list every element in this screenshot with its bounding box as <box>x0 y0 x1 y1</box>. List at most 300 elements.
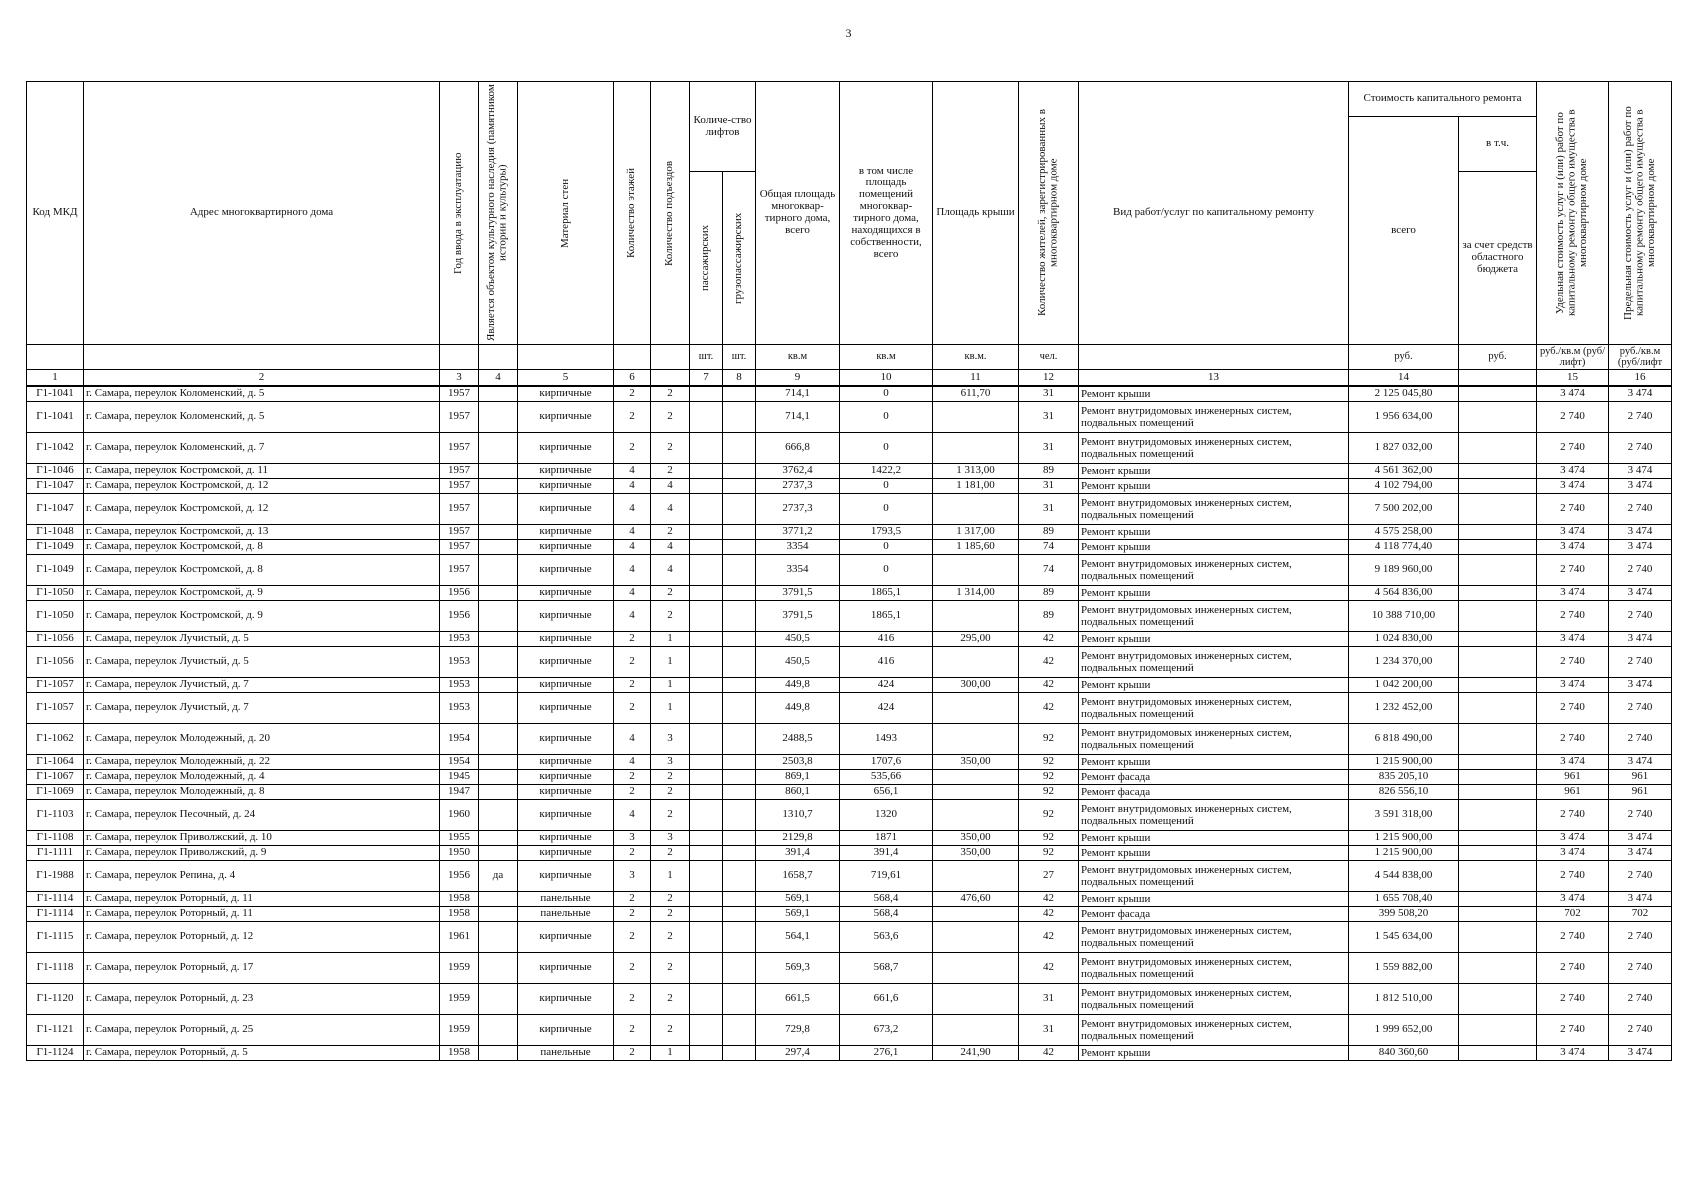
cell-unit-cost: 2 740 <box>1537 555 1609 586</box>
cell-total-area: 449,8 <box>756 678 840 693</box>
cell-walls: кирпичные <box>518 402 614 433</box>
cell-roof-area <box>933 770 1019 785</box>
cell-cost-regional <box>1459 892 1537 907</box>
cell-walls: кирпичные <box>518 846 614 861</box>
cell-heritage <box>479 494 518 525</box>
cell-owned-area: 1422,2 <box>840 464 933 479</box>
cell-lifts-freight <box>723 984 756 1015</box>
table-row <box>27 755 1672 770</box>
unit-walls <box>518 345 614 370</box>
cell-roof-area <box>933 724 1019 755</box>
cell-cost-total: 1 655 708,40 <box>1349 892 1459 907</box>
cell-max-cost: 2 740 <box>1609 555 1672 586</box>
cell-entrances: 3 <box>651 831 690 846</box>
cell-entrances: 1 <box>651 678 690 693</box>
cell-lifts-passenger <box>690 846 723 861</box>
cell-roof-area: 295,00 <box>933 632 1019 647</box>
cell-entrances: 4 <box>651 540 690 555</box>
cell-max-cost: 3 474 <box>1609 464 1672 479</box>
cell-owned-area: 1865,1 <box>840 601 933 632</box>
column-index: 2 <box>84 370 440 387</box>
cell-cost-total: 4 118 774,40 <box>1349 540 1459 555</box>
cell-residents: 31 <box>1019 386 1079 402</box>
table-row <box>27 586 1672 601</box>
cell-work-type: Ремонт внутридомовых инженерных систем, подвальных помещений <box>1079 861 1349 892</box>
cell-heritage <box>479 907 518 922</box>
cell-floors: 3 <box>614 831 651 846</box>
cell-work-type: Ремонт внутридомовых инженерных систем, подвальных помещений <box>1079 1015 1349 1046</box>
cell-floors: 2 <box>614 1046 651 1061</box>
cell-residents: 42 <box>1019 892 1079 907</box>
cell-lifts-freight <box>723 647 756 678</box>
cell-floors: 2 <box>614 386 651 402</box>
column-index: 6 <box>614 370 651 387</box>
cell-heritage <box>479 800 518 831</box>
cell-lifts-freight <box>723 1015 756 1046</box>
cell-year: 1958 <box>440 892 479 907</box>
unit-max-cost: руб./кв.м (руб/лифт <box>1609 345 1672 370</box>
column-index: 8 <box>723 370 756 387</box>
table-row <box>27 785 1672 800</box>
cell-code: Г1-1048 <box>27 525 84 540</box>
cell-address: г. Самара, переулок Костромской, д. 9 <box>84 586 440 601</box>
cell-lifts-freight <box>723 861 756 892</box>
cell-owned-area: 535,66 <box>840 770 933 785</box>
cell-unit-cost: 2 740 <box>1537 984 1609 1015</box>
cell-year: 1958 <box>440 907 479 922</box>
cell-lifts-freight <box>723 755 756 770</box>
cell-floors: 2 <box>614 922 651 953</box>
cell-year: 1957 <box>440 494 479 525</box>
cell-address: г. Самара, переулок Лучистый, д. 7 <box>84 678 440 693</box>
cell-unit-cost: 3 474 <box>1537 678 1609 693</box>
cell-roof-area <box>933 800 1019 831</box>
cell-lifts-passenger <box>690 1015 723 1046</box>
cell-entrances: 2 <box>651 601 690 632</box>
column-index: 11 <box>933 370 1019 387</box>
cell-work-type: Ремонт фасада <box>1079 770 1349 785</box>
cell-total-area: 2129,8 <box>756 831 840 846</box>
cell-cost-total: 826 556,10 <box>1349 785 1459 800</box>
cell-entrances: 2 <box>651 464 690 479</box>
cell-owned-area: 0 <box>840 540 933 555</box>
cell-work-type: Ремонт внутридомовых инженерных систем, подвальных помещений <box>1079 724 1349 755</box>
cell-address: г. Самара, переулок Костромской, д. 12 <box>84 479 440 494</box>
cell-entrances: 2 <box>651 402 690 433</box>
cell-floors: 2 <box>614 770 651 785</box>
cell-total-area: 3354 <box>756 540 840 555</box>
cell-lifts-passenger <box>690 785 723 800</box>
column-index <box>1459 370 1537 387</box>
unit-roof-area: кв.м. <box>933 345 1019 370</box>
cell-work-type: Ремонт внутридомовых инженерных систем, подвальных помещений <box>1079 953 1349 984</box>
cell-entrances: 2 <box>651 386 690 402</box>
cell-total-area: 3762,4 <box>756 464 840 479</box>
cell-walls: кирпичные <box>518 984 614 1015</box>
header-year: Год ввода в эксплуатацию <box>440 82 479 345</box>
cell-roof-area <box>933 922 1019 953</box>
cell-unit-cost: 3 474 <box>1537 479 1609 494</box>
cell-cost-regional <box>1459 770 1537 785</box>
cell-heritage <box>479 785 518 800</box>
cell-code: Г1-1124 <box>27 1046 84 1061</box>
cell-address: г. Самара, переулок Репина, д. 4 <box>84 861 440 892</box>
cell-floors: 4 <box>614 601 651 632</box>
cell-year: 1957 <box>440 386 479 402</box>
cell-owned-area: 719,61 <box>840 861 933 892</box>
cell-walls: панельные <box>518 1046 614 1061</box>
cell-lifts-passenger <box>690 433 723 464</box>
cell-owned-area: 276,1 <box>840 1046 933 1061</box>
cell-code: Г1-1062 <box>27 724 84 755</box>
cell-lifts-freight <box>723 494 756 525</box>
cell-owned-area: 424 <box>840 693 933 724</box>
cell-address: г. Самара, переулок Лучистый, д. 5 <box>84 632 440 647</box>
cell-year: 1947 <box>440 785 479 800</box>
cell-lifts-freight <box>723 785 756 800</box>
cell-roof-area <box>933 402 1019 433</box>
cell-entrances: 3 <box>651 724 690 755</box>
cell-heritage <box>479 953 518 984</box>
cell-cost-regional <box>1459 907 1537 922</box>
cell-max-cost: 2 740 <box>1609 724 1672 755</box>
cell-total-area: 3791,5 <box>756 586 840 601</box>
cell-heritage <box>479 464 518 479</box>
header-cost-incl: в т.ч. <box>1459 117 1537 172</box>
cell-lifts-passenger <box>690 632 723 647</box>
cell-walls: кирпичные <box>518 861 614 892</box>
header-work-type: Вид работ/услуг по капитальному ремонту <box>1079 82 1349 345</box>
header-max-cost: Предельная стоимость услуг и (или) работ по капитальному ремонту общего имущества в многоквартирном доме <box>1609 82 1672 345</box>
cell-lifts-freight <box>723 479 756 494</box>
cell-total-area: 449,8 <box>756 693 840 724</box>
cell-code: Г1-1057 <box>27 678 84 693</box>
cell-lifts-freight <box>723 525 756 540</box>
cell-unit-cost: 3 474 <box>1537 831 1609 846</box>
table-row <box>27 831 1672 846</box>
cell-total-area: 2737,3 <box>756 494 840 525</box>
cell-unit-cost: 3 474 <box>1537 586 1609 601</box>
cell-lifts-passenger <box>690 755 723 770</box>
cell-year: 1957 <box>440 464 479 479</box>
cell-walls: кирпичные <box>518 678 614 693</box>
cell-residents: 42 <box>1019 907 1079 922</box>
cell-cost-regional <box>1459 800 1537 831</box>
cell-cost-total: 1 999 652,00 <box>1349 1015 1459 1046</box>
cell-cost-regional <box>1459 922 1537 953</box>
cell-lifts-passenger <box>690 922 723 953</box>
cell-unit-cost: 3 474 <box>1537 755 1609 770</box>
table-row <box>27 678 1672 693</box>
cell-total-area: 2503,8 <box>756 755 840 770</box>
cell-work-type: Ремонт внутридомовых инженерных систем, подвальных помещений <box>1079 693 1349 724</box>
cell-residents: 31 <box>1019 984 1079 1015</box>
cell-total-area: 3791,5 <box>756 601 840 632</box>
cell-cost-total: 1 215 900,00 <box>1349 831 1459 846</box>
column-index: 16 <box>1609 370 1672 387</box>
cell-heritage <box>479 386 518 402</box>
unit-owned-area: кв.м <box>840 345 933 370</box>
cell-address: г. Самара, переулок Молодежный, д. 22 <box>84 755 440 770</box>
cell-heritage <box>479 632 518 647</box>
table-row <box>27 540 1672 555</box>
column-index: 7 <box>690 370 723 387</box>
cell-entrances: 3 <box>651 755 690 770</box>
cell-owned-area: 1320 <box>840 800 933 831</box>
cell-address: г. Самара, переулок Молодежный, д. 4 <box>84 770 440 785</box>
cell-walls: кирпичные <box>518 386 614 402</box>
cell-max-cost: 702 <box>1609 907 1672 922</box>
table-body <box>27 386 1672 1061</box>
cell-roof-area: 611,70 <box>933 386 1019 402</box>
cell-work-type: Ремонт крыши <box>1079 1046 1349 1061</box>
unit-entrances <box>651 345 690 370</box>
cell-entrances: 4 <box>651 555 690 586</box>
cell-total-area: 661,5 <box>756 984 840 1015</box>
cell-total-area: 564,1 <box>756 922 840 953</box>
cell-code: Г1-1108 <box>27 831 84 846</box>
unit-address <box>84 345 440 370</box>
table-row <box>27 1015 1672 1046</box>
cell-walls: кирпичные <box>518 770 614 785</box>
cell-lifts-passenger <box>690 494 723 525</box>
cell-heritage <box>479 402 518 433</box>
column-index: 4 <box>479 370 518 387</box>
table-row <box>27 693 1672 724</box>
header-roof-area: Площадь крыши <box>933 82 1019 345</box>
cell-year: 1960 <box>440 800 479 831</box>
header-code: Код МКД <box>27 82 84 345</box>
cell-lifts-freight <box>723 464 756 479</box>
cell-address: г. Самара, переулок Песочный, д. 24 <box>84 800 440 831</box>
cell-owned-area: 0 <box>840 386 933 402</box>
cell-residents: 31 <box>1019 1015 1079 1046</box>
cell-max-cost: 3 474 <box>1609 479 1672 494</box>
cell-year: 1953 <box>440 693 479 724</box>
table-row <box>27 647 1672 678</box>
cell-roof-area <box>933 601 1019 632</box>
cell-code: Г1-1064 <box>27 755 84 770</box>
table-row <box>27 953 1672 984</box>
cell-roof-area: 241,90 <box>933 1046 1019 1061</box>
cell-residents: 89 <box>1019 601 1079 632</box>
cell-address: г. Самара, переулок Роторный, д. 25 <box>84 1015 440 1046</box>
cell-unit-cost: 2 740 <box>1537 693 1609 724</box>
cell-owned-area: 0 <box>840 402 933 433</box>
cell-owned-area: 1493 <box>840 724 933 755</box>
cell-heritage <box>479 479 518 494</box>
table-row <box>27 632 1672 647</box>
cell-walls: кирпичные <box>518 647 614 678</box>
cell-cost-total: 4 575 258,00 <box>1349 525 1459 540</box>
cell-floors: 4 <box>614 494 651 525</box>
cell-unit-cost: 961 <box>1537 770 1609 785</box>
cell-floors: 4 <box>614 755 651 770</box>
cell-year: 1956 <box>440 601 479 632</box>
cell-entrances: 1 <box>651 632 690 647</box>
cell-floors: 2 <box>614 678 651 693</box>
cell-cost-total: 10 388 710,00 <box>1349 601 1459 632</box>
cell-heritage <box>479 724 518 755</box>
cell-lifts-freight <box>723 540 756 555</box>
cell-lifts-passenger <box>690 861 723 892</box>
cell-residents: 89 <box>1019 525 1079 540</box>
cell-residents: 42 <box>1019 693 1079 724</box>
column-index: 13 <box>1079 370 1349 387</box>
cell-year: 1959 <box>440 953 479 984</box>
cell-address: г. Самара, переулок Коломенский, д. 7 <box>84 433 440 464</box>
cell-cost-regional <box>1459 785 1537 800</box>
cell-cost-total: 1 234 370,00 <box>1349 647 1459 678</box>
cell-lifts-freight <box>723 800 756 831</box>
cell-work-type: Ремонт фасада <box>1079 907 1349 922</box>
header-entrances: Количество подъездов <box>651 82 690 345</box>
cell-work-type: Ремонт крыши <box>1079 540 1349 555</box>
cell-owned-area: 1793,5 <box>840 525 933 540</box>
cell-cost-regional <box>1459 464 1537 479</box>
cell-cost-total: 1 956 634,00 <box>1349 402 1459 433</box>
cell-address: г. Самара, переулок Роторный, д. 11 <box>84 892 440 907</box>
table-row <box>27 479 1672 494</box>
cell-entrances: 1 <box>651 1046 690 1061</box>
cell-total-area: 391,4 <box>756 846 840 861</box>
cell-residents: 92 <box>1019 755 1079 770</box>
cell-work-type: Ремонт крыши <box>1079 892 1349 907</box>
cell-floors: 4 <box>614 479 651 494</box>
cell-work-type: Ремонт внутридомовых инженерных систем, подвальных помещений <box>1079 800 1349 831</box>
cell-heritage <box>479 922 518 953</box>
cell-cost-total: 4 102 794,00 <box>1349 479 1459 494</box>
cell-unit-cost: 3 474 <box>1537 1046 1609 1061</box>
cell-work-type: Ремонт крыши <box>1079 846 1349 861</box>
cell-unit-cost: 2 740 <box>1537 1015 1609 1046</box>
cell-residents: 42 <box>1019 647 1079 678</box>
cell-entrances: 2 <box>651 984 690 1015</box>
column-index: 14 <box>1349 370 1459 387</box>
cell-floors: 2 <box>614 907 651 922</box>
cell-max-cost: 2 740 <box>1609 1015 1672 1046</box>
cell-roof-area: 350,00 <box>933 846 1019 861</box>
cell-cost-regional <box>1459 433 1537 464</box>
cell-lifts-passenger <box>690 386 723 402</box>
table-row <box>27 984 1672 1015</box>
cell-max-cost: 3 474 <box>1609 1046 1672 1061</box>
table-row <box>27 922 1672 953</box>
cell-unit-cost: 2 740 <box>1537 953 1609 984</box>
cell-cost-total: 1 215 900,00 <box>1349 846 1459 861</box>
cell-floors: 4 <box>614 586 651 601</box>
cell-floors: 2 <box>614 785 651 800</box>
cell-owned-area: 424 <box>840 678 933 693</box>
cell-max-cost: 3 474 <box>1609 831 1672 846</box>
cell-total-area: 869,1 <box>756 770 840 785</box>
cell-lifts-freight <box>723 907 756 922</box>
table-header <box>27 82 1672 387</box>
header-address: Адрес многоквартирного дома <box>84 82 440 345</box>
cell-address: г. Самара, переулок Костромской, д. 13 <box>84 525 440 540</box>
cell-cost-regional <box>1459 1015 1537 1046</box>
cell-code: Г1-1114 <box>27 892 84 907</box>
cell-max-cost: 2 740 <box>1609 494 1672 525</box>
cell-heritage <box>479 540 518 555</box>
cell-code: Г1-1046 <box>27 464 84 479</box>
cell-unit-cost: 2 740 <box>1537 647 1609 678</box>
cell-lifts-passenger <box>690 678 723 693</box>
cell-max-cost: 2 740 <box>1609 922 1672 953</box>
cell-total-area: 569,3 <box>756 953 840 984</box>
cell-total-area: 714,1 <box>756 402 840 433</box>
cell-unit-cost: 3 474 <box>1537 632 1609 647</box>
cell-owned-area: 568,4 <box>840 892 933 907</box>
unit-lifts-passenger: шт. <box>690 345 723 370</box>
cell-roof-area <box>933 555 1019 586</box>
cell-work-type: Ремонт крыши <box>1079 678 1349 693</box>
cell-unit-cost: 2 740 <box>1537 402 1609 433</box>
cell-work-type: Ремонт крыши <box>1079 525 1349 540</box>
cell-max-cost: 2 740 <box>1609 693 1672 724</box>
cell-cost-total: 1 812 510,00 <box>1349 984 1459 1015</box>
cell-cost-total: 399 508,20 <box>1349 907 1459 922</box>
cell-floors: 4 <box>614 540 651 555</box>
cell-year: 1957 <box>440 402 479 433</box>
cell-cost-total: 2 125 045,80 <box>1349 386 1459 402</box>
table-row <box>27 386 1672 402</box>
cell-max-cost: 3 474 <box>1609 540 1672 555</box>
cell-entrances: 1 <box>651 647 690 678</box>
cell-roof-area <box>933 953 1019 984</box>
cell-cost-regional <box>1459 479 1537 494</box>
cell-floors: 2 <box>614 693 651 724</box>
cell-lifts-passenger <box>690 800 723 831</box>
cell-roof-area <box>933 785 1019 800</box>
cell-lifts-passenger <box>690 586 723 601</box>
cell-roof-area: 1 185,60 <box>933 540 1019 555</box>
cell-entrances: 2 <box>651 800 690 831</box>
cell-work-type: Ремонт внутридомовых инженерных систем, подвальных помещений <box>1079 494 1349 525</box>
cell-floors: 4 <box>614 800 651 831</box>
cell-floors: 4 <box>614 525 651 540</box>
cell-residents: 42 <box>1019 1046 1079 1061</box>
cell-cost-total: 4 564 836,00 <box>1349 586 1459 601</box>
cell-owned-area: 1871 <box>840 831 933 846</box>
unit-cost-regional: руб. <box>1459 345 1537 370</box>
cell-floors: 3 <box>614 861 651 892</box>
cell-code: Г1-1056 <box>27 647 84 678</box>
cell-residents: 31 <box>1019 479 1079 494</box>
cell-cost-total: 6 818 490,00 <box>1349 724 1459 755</box>
cell-address: г. Самара, переулок Роторный, д. 12 <box>84 922 440 953</box>
cell-lifts-passenger <box>690 540 723 555</box>
cell-roof-area: 1 313,00 <box>933 464 1019 479</box>
cell-cost-regional <box>1459 647 1537 678</box>
cell-code: Г1-1069 <box>27 785 84 800</box>
cell-walls: кирпичные <box>518 755 614 770</box>
cell-heritage <box>479 1046 518 1061</box>
cell-floors: 4 <box>614 724 651 755</box>
column-index: 9 <box>756 370 840 387</box>
cell-max-cost: 2 740 <box>1609 800 1672 831</box>
cell-walls: кирпичные <box>518 525 614 540</box>
cell-owned-area: 568,4 <box>840 907 933 922</box>
cell-code: Г1-1057 <box>27 693 84 724</box>
cell-cost-regional <box>1459 601 1537 632</box>
cell-lifts-passenger <box>690 892 723 907</box>
cell-unit-cost: 2 740 <box>1537 601 1609 632</box>
cell-max-cost: 3 474 <box>1609 525 1672 540</box>
cell-roof-area <box>933 693 1019 724</box>
table-row <box>27 1046 1672 1061</box>
cell-residents: 89 <box>1019 586 1079 601</box>
